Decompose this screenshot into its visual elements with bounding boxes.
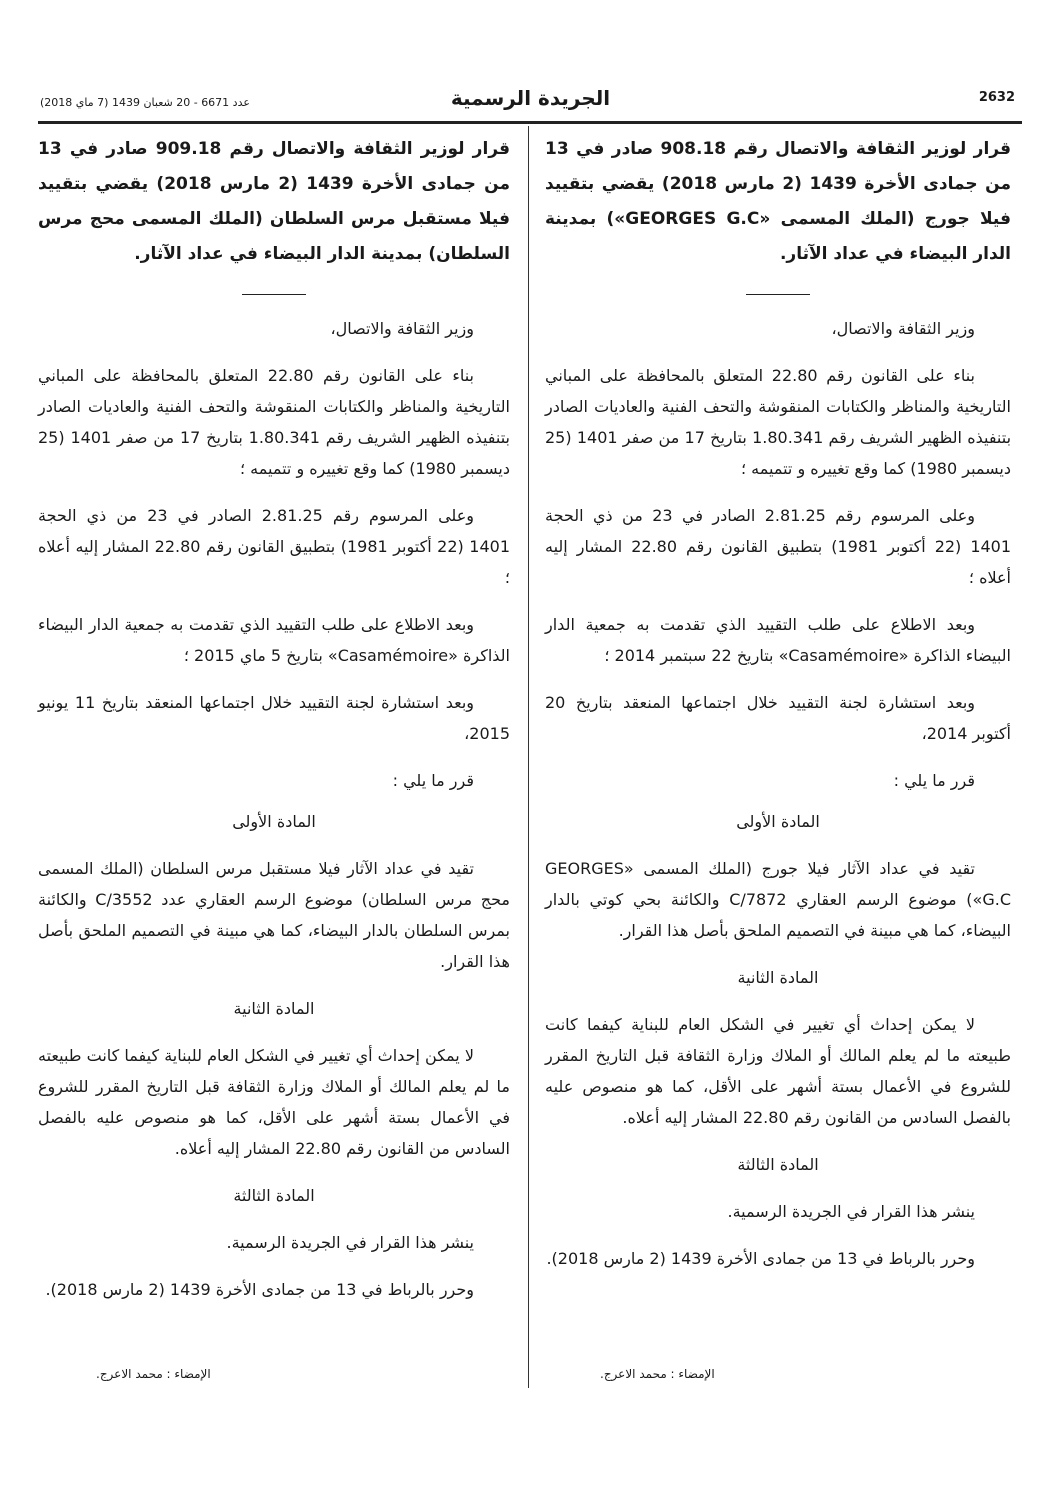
decided-line: قرر ما يلي : <box>893 771 975 790</box>
page-header <box>38 84 1023 120</box>
article-3-heading: المادة الثالثة <box>737 1155 819 1174</box>
decision-title: قرار لوزير الثقافة والاتصال رقم 908.18 صادر في 13 من جمادى الأخرة 1439 (2 مارس 2018) يقضي بتقييد فيلا جورج (الملك المسمى «GEORGES G.C») بمدينة الدار البيضاء في عداد الآثار. <box>545 139 1012 264</box>
decision-title: قرار لوزير الثقافة والاتصال رقم 909.18 صادر في 13 من جمادى الأخرة 1439 (2 مارس 2018) يقضي بتقييد فيلا مستقبل مرس السلطان (الملك المسمى محج مرس السلطان) بمدينة الدار البيضاء في عداد الآثار. <box>38 139 510 264</box>
article-1-text: تقيد في عداد الآثار فيلا مستقبل مرس السلطان (الملك المسمى محج مرس السلطان) موضوع الرسم العقاري عدد C/3552 والكائنة بمرس السلطان بالدار البيضاء، كما هي مبينة في التصميم الملحق بأصل هذا القرار. <box>38 859 511 971</box>
preamble-decree: وعلى المرسوم رقم 2.81.25 الصادر في 23 من ذي الحجة 1401 (22 أكتوبر 1981) بتطبيق القانون رقم 22.80 المشار إليه أعلاه ؛ <box>38 506 511 587</box>
preamble-law: بناء على القانون رقم 22.80 المتعلق بالمحافظة على المباني التاريخية والمناظر والكتابات المنقوشة والتحف الفنية والعاديات الصادر بتنفيذه الظهير الشريف رقم 1.80.341 بتاريخ 17 من صفر 1401 (25 ديسمبر 1980) كما وقع تغييره و تتميمه ؛ <box>545 366 1012 478</box>
article-1-heading: المادة الأولى <box>736 812 820 831</box>
signature-left: الإمضاء : محمد الاعرج. <box>96 1367 211 1381</box>
article-2-heading: المادة الثانية <box>737 968 819 987</box>
title-rule <box>746 294 810 295</box>
preamble-request: وبعد الاطلاع على طلب التقييد الذي تقدمت به جمعية الدار البيضاء الذاكرة «Casamémoire» بتاريخ 22 سبتمبر 2014 ؛ <box>545 615 1011 665</box>
article-2-heading: المادة الثانية <box>233 999 315 1018</box>
preamble-request: وبعد الاطلاع على طلب التقييد الذي تقدمت به جمعية الدار البيضاء الذاكرة «Casamémoire» بتاريخ 5 ماي 2015 ؛ <box>38 615 510 665</box>
title-rule <box>242 294 306 295</box>
preamble-committee: وبعد استشارة لجنة التقييد خلال اجتماعها المنعقد بتاريخ 20 أكتوبر 2014، <box>545 693 1011 743</box>
article-2-text: لا يمكن إحداث أي تغيير في الشكل العام للبناية كيفما كانت طبيعته ما لم يعلم المالك أو الملاك وزارة الثقافة قبل التاريخ المقرر للشروع في الأعمال بستة أشهر على الأقل، كما هو منصوص عليه بالفصل السادس من القانون رقم 22.80 المشار إليه أعلاه. <box>545 1015 1011 1127</box>
column-divider <box>528 126 529 1388</box>
article-1-text: تقيد في عداد الآثار فيلا جورج (الملك المسمى «GEORGES G.C») موضوع الرسم العقاري C/7872 والكائنة بحي كوتي بالدار البيضاء، كما هي مبينة في التصميم الملحق بأصل هذا القرار. <box>545 859 1011 940</box>
decision-908-column <box>545 132 1011 1274</box>
article-3-heading: المادة الثالثة <box>233 1186 315 1205</box>
closing-line: وحرر بالرباط في 13 من جمادى الأخرة 1439 (2 مارس 2018). <box>45 1280 474 1299</box>
closing-line: وحرر بالرباط في 13 من جمادى الأخرة 1439 (2 مارس 2018). <box>546 1249 975 1268</box>
article-3-text: ينشر هذا القرار في الجريدة الرسمية. <box>226 1233 474 1252</box>
preamble-law: بناء على القانون رقم 22.80 المتعلق بالمحافظة على المباني التاريخية والمناظر والكتابات المنقوشة والتحف الفنية والعاديات الصادر بتنفيذه الظهير الشريف رقم 1.80.341 بتاريخ 17 من صفر 1401 (25 ديسمبر 1980) كما وقع تغييره و تتميمه ؛ <box>38 366 511 478</box>
minister-line: وزير الثقافة والاتصال، <box>330 319 474 338</box>
page-number: 2632 <box>978 90 1015 105</box>
journal-title: الجريدة الرسمية <box>450 86 611 110</box>
preamble-decree: وعلى المرسوم رقم 2.81.25 الصادر في 23 من ذي الحجة 1401 (22 أكتوبر 1981) بتطبيق القانون رقم 22.80 المشار إليه أعلاه ؛ <box>545 506 1012 587</box>
issue-info: عدد 6671 - 20 شعبان 1439 (7 ماي 2018) <box>40 96 250 109</box>
header-rule <box>38 121 1022 124</box>
decided-line: قرر ما يلي : <box>392 771 474 790</box>
article-3-text: ينشر هذا القرار في الجريدة الرسمية. <box>727 1202 975 1221</box>
article-1-heading: المادة الأولى <box>232 812 316 831</box>
signature-right: الإمضاء : محمد الاعرج. <box>600 1367 715 1381</box>
decision-909-column <box>38 132 510 1305</box>
preamble-committee: وبعد استشارة لجنة التقييد خلال اجتماعها المنعقد بتاريخ 11 يونيو 2015، <box>38 693 510 743</box>
minister-line: وزير الثقافة والاتصال، <box>831 319 975 338</box>
article-2-text: لا يمكن إحداث أي تغيير في الشكل العام للبناية كيفما كانت طبيعته ما لم يعلم المالك أو الملاك وزارة الثقافة قبل التاريخ المقرر للشروع في الأعمال بستة أشهر على الأقل، كما هو منصوص عليه بالفصل السادس من القانون رقم 22.80 المشار إليه أعلاه. <box>38 1046 510 1158</box>
